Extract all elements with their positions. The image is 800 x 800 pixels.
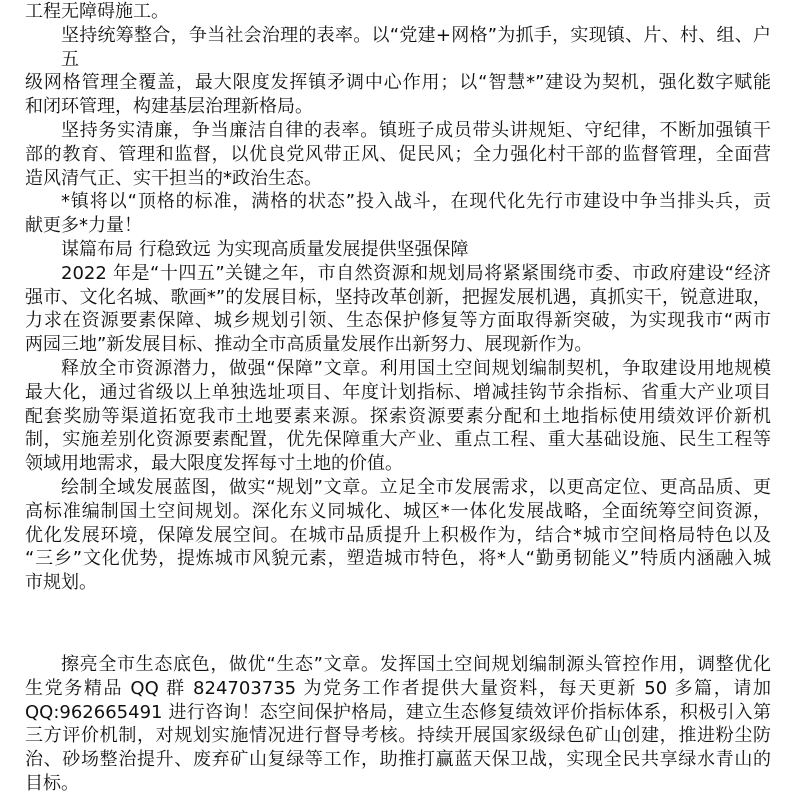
paragraph — [25, 262, 771, 357]
text-line: 领域用地需求，最大限度发挥每寸土地的价值。 — [25, 453, 403, 475]
text-line: 释放全市资源潜力，做强“保障”文章。利用国土空间规划编制契机，争取建设用地规模 — [61, 357, 771, 379]
paragraph — [25, 238, 771, 262]
text-line: 市规划。 — [25, 572, 97, 594]
text-line: 两园三地”新发展目标、推动全市高质量发展作出新努力、展现新作为。 — [25, 334, 593, 356]
paragraph — [25, 24, 771, 119]
text-line: 2022 年是“十四五”关键之年，市自然资源和规划局将紧紧围绕市委、市政府建设“经济 — [61, 262, 771, 284]
text-line: 目标。 — [25, 772, 79, 794]
text-line: 最大化，通过省级以上单独选址项目、年度计划指标、增减挂钩节余指标、省重大产业项目 — [25, 381, 771, 403]
text-line: 和闭环管理，构建基层治理新格局。 — [25, 96, 313, 118]
text-line: “三乡”文化优势，提炼城市风貌元素，塑造城市特色，将*人“勤勇韧能义”特质内涵融入城 — [25, 548, 771, 570]
text-line: 配套奖励等渠道拓宽我市土地要素来源。探索资源要素分配和土地指标使用绩效评价新机 — [25, 405, 771, 427]
text-line: 三方评价机制，对规划实施情况进行督导考核。持续开展国家级绿色矿山创建，推进粉尘防 — [25, 725, 771, 747]
text-line: 谋篇布局 行稳致远 为实现高质量发展提供坚强保障 — [61, 238, 469, 260]
document-text-block-bottom — [25, 653, 771, 796]
text-line: 部的教育、管理和监督，以优良党风带正风、促民风；全力强化村干部的监督管理，全面营 — [25, 143, 771, 165]
paragraph — [25, 190, 771, 238]
text-line: 坚持统筹整合，争当社会治理的表率。以“党建+网格”为抓手，实现镇、片、村、组、户五 — [61, 24, 771, 70]
document-text-block-top — [25, 0, 771, 595]
paragraph — [25, 476, 771, 595]
text-line: *镇将以“顶格的标准，满格的状态”投入战斗，在现代化先行市建设中争当排头兵，贡 — [61, 191, 771, 213]
text-line: 生党务精品 QQ 群 824703735 为党务工作者提供大量资料，每天更新 50 多篇，请加 — [25, 677, 771, 699]
text-line: 制，实施差别化资源要素配置，优先保障重大产业、重点工程、重大基础设施、民生工程等 — [25, 429, 771, 451]
text-line: 治、砂场整治提升、废弃矿山复绿等工作，助推打赢蓝天保卫战，实现全民共享绿水青山的 — [25, 749, 771, 771]
text-line: 绘制全域发展蓝图，做实“规划”文章。立足全市发展需求，以更高定位、更高品质、更 — [61, 476, 771, 498]
text-line: 坚持务实清廉，争当廉洁自律的表率。镇班子成员带头讲规矩、守纪律，不断加强镇干 — [61, 119, 771, 141]
paragraph — [25, 357, 771, 476]
text-line: 级网格管理全覆盖，最大限度发挥镇矛调中心作用；以“智慧*”建设为契机，强化数字赋能 — [25, 72, 771, 94]
text-line: 工程无障碍施工。 — [25, 1, 169, 22]
paragraph — [25, 0, 771, 24]
paragraph — [25, 119, 771, 190]
text-line: QQ:962665491 进行咨询！态空间保护格局，建立生态修复绩效评价指标体系，积极引入第 — [25, 701, 771, 723]
text-line: 优化发展环境，保障发展空间。在城市品质提升上积极作为，结合*城市空间格局特色以及 — [25, 524, 771, 546]
text-line: 造风清气正、实干担当的*政治生态。 — [25, 167, 322, 189]
text-line: 力求在资源要素保障、城乡规划引领、生态保护修复等方面取得新突破，为实现我市“两市 — [25, 310, 771, 332]
text-line: 献更多*力量！ — [25, 215, 142, 237]
paragraph — [25, 653, 771, 796]
text-line: 擦亮全市生态底色，做优“生态”文章。发挥国土空间规划编制源头管控作用，调整优化 — [61, 654, 771, 675]
text-line: 强市、文化名城、歌画*”的发展目标，坚持改革创新，把握发展机遇，真抓实干，锐意进取， — [25, 286, 771, 308]
text-line: 高标准编制国土空间规划。深化东义同城化、城区*一体化发展战略，全面统筹空间资源， — [25, 500, 771, 522]
